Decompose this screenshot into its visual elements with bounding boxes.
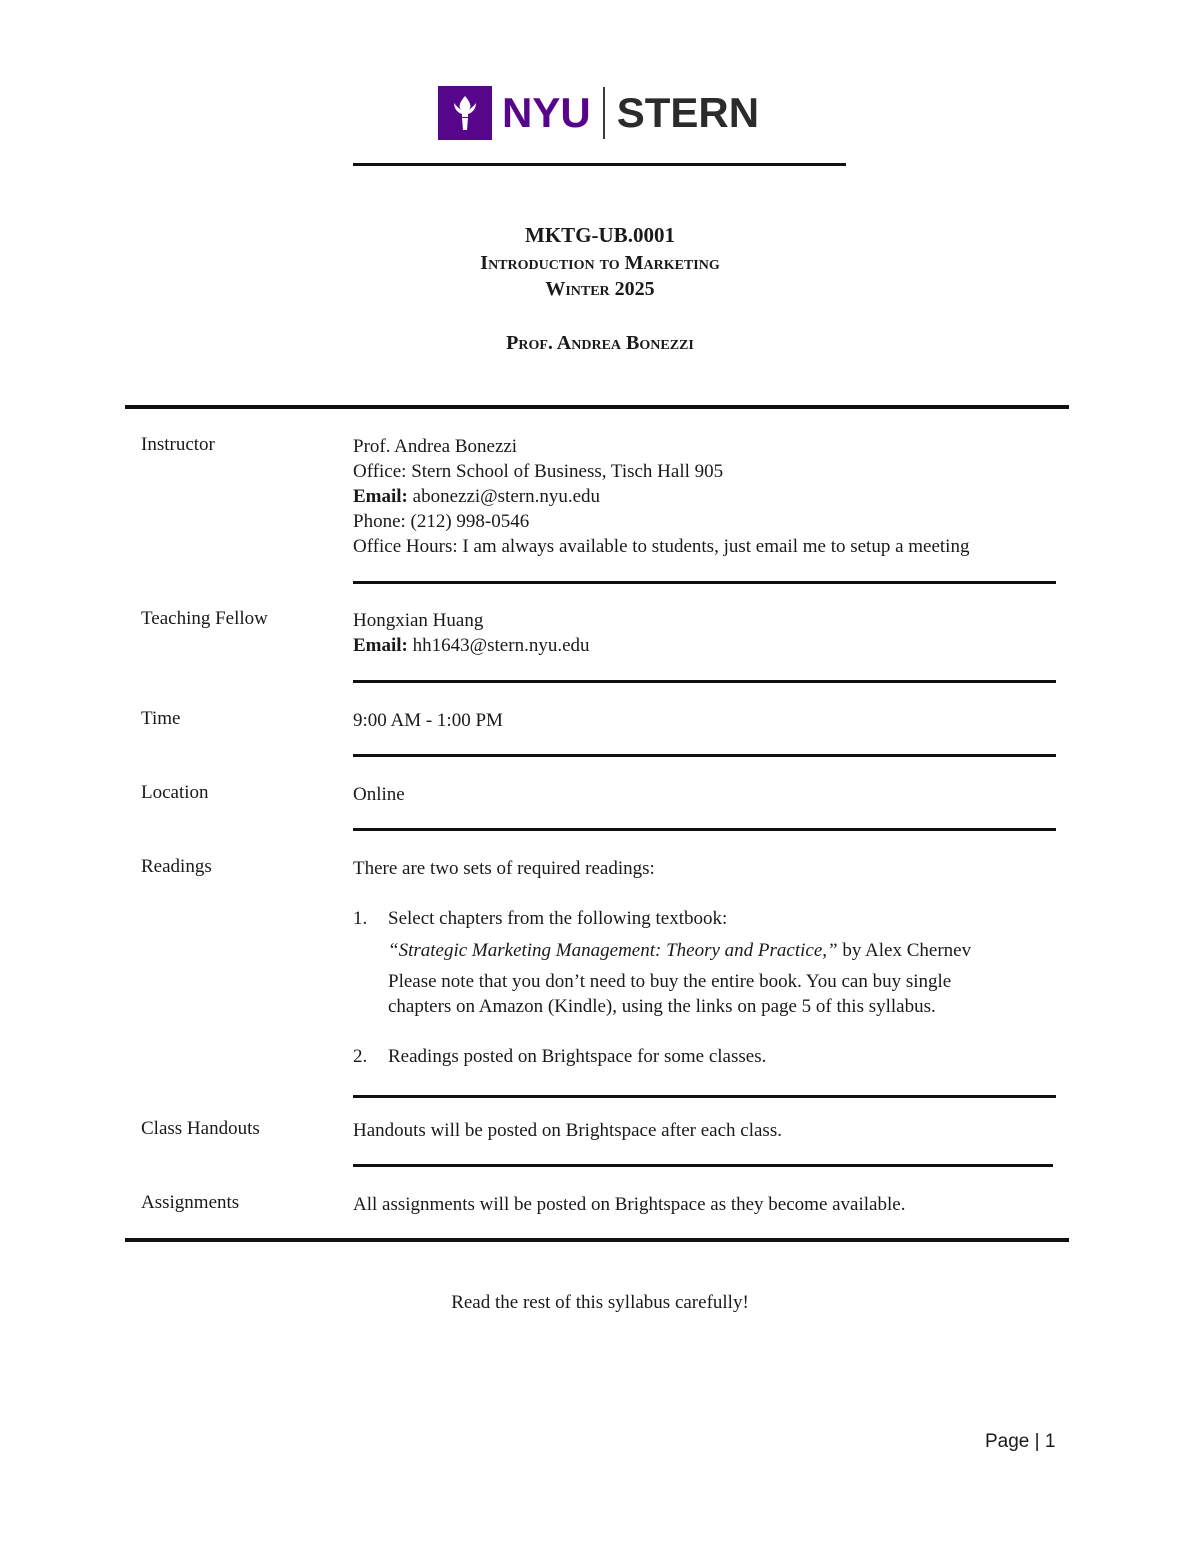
section-divider — [353, 754, 1056, 757]
course-code: MKTG-UB.0001 — [525, 223, 675, 247]
email-label: Email: — [353, 635, 408, 656]
readings-intro: There are two sets of required readings: — [353, 858, 655, 879]
instructor-label: Instructor — [141, 434, 215, 455]
book-author: by Alex Chernev — [837, 940, 972, 961]
reading-item-1-text: Select chapters from the following textbook: — [388, 908, 728, 929]
assignments-value: All assignments will be posted on Brightspace as they become available. — [353, 1194, 906, 1215]
reading-note-line-1: Please note that you don’t need to buy the entire book. You can buy single — [388, 971, 952, 992]
email-label: Email: — [353, 486, 408, 507]
instructor-phone: Phone: (212) 998-0546 — [353, 511, 530, 532]
section-divider — [353, 581, 1056, 584]
teaching-fellow-email[interactable]: hh1643@stern.nyu.edu — [407, 635, 590, 656]
course-name: Introduction to Marketing — [480, 252, 720, 274]
instructor-name: Prof. Andrea Bonezzi — [353, 436, 518, 457]
logo-stern-text: STERN — [616, 89, 760, 136]
time-label: Time — [141, 708, 181, 729]
logo-nyu-text: NYU — [502, 89, 591, 136]
reading-item-1-number: 1. — [353, 908, 368, 929]
instructor-office-hours: Office Hours: I am always available to students, just email me to setup a meeting — [353, 536, 970, 557]
assignments-label: Assignments — [141, 1192, 240, 1213]
torch-icon — [438, 86, 492, 140]
instructor-details — [353, 434, 969, 559]
location-label: Location — [141, 782, 209, 803]
professor-name: Prof. Andrea Bonezzi — [506, 332, 694, 354]
time-value: 9:00 AM - 1:00 PM — [353, 710, 503, 731]
reading-book-line — [388, 938, 971, 963]
readings-label: Readings — [141, 856, 212, 877]
table-bottom-rule — [125, 1238, 1069, 1242]
handouts-label: Class Handouts — [141, 1118, 260, 1139]
instructor-email[interactable]: abonezzi@stern.nyu.edu — [407, 486, 601, 507]
teaching-fellow-email-line — [353, 633, 590, 658]
page-number: Page | 1 — [985, 1431, 1056, 1452]
reading-item-2-text: Readings posted on Brightspace for some classes. — [388, 1046, 767, 1067]
teaching-fellow-name: Hongxian Huang — [353, 610, 484, 631]
section-divider — [353, 1095, 1056, 1098]
course-term: Winter 2025 — [545, 278, 655, 300]
table-top-rule — [125, 405, 1069, 409]
instructor-office: Office: Stern School of Business, Tisch Hall 905 — [353, 461, 724, 482]
header-divider — [353, 163, 846, 166]
closing-note: Read the rest of this syllabus carefully! — [451, 1292, 749, 1313]
section-divider — [353, 828, 1056, 831]
reading-note-line-2: chapters on Amazon (Kindle), using the links on page 5 of this syllabus. — [388, 996, 936, 1017]
handouts-value: Handouts will be posted on Brightspace after each class. — [353, 1120, 782, 1141]
instructor-email-line — [353, 484, 969, 509]
teaching-fellow-label: Teaching Fellow — [141, 608, 268, 629]
teaching-fellow-details — [353, 608, 590, 658]
reading-item-2-number: 2. — [353, 1046, 368, 1067]
section-divider — [353, 1164, 1053, 1167]
book-title: “Strategic Marketing Management: Theory and Practice,” — [388, 940, 838, 961]
section-divider — [353, 680, 1056, 683]
location-value: Online — [353, 784, 405, 805]
nyu-stern-logo — [438, 86, 759, 140]
logo-divider — [603, 87, 605, 139]
